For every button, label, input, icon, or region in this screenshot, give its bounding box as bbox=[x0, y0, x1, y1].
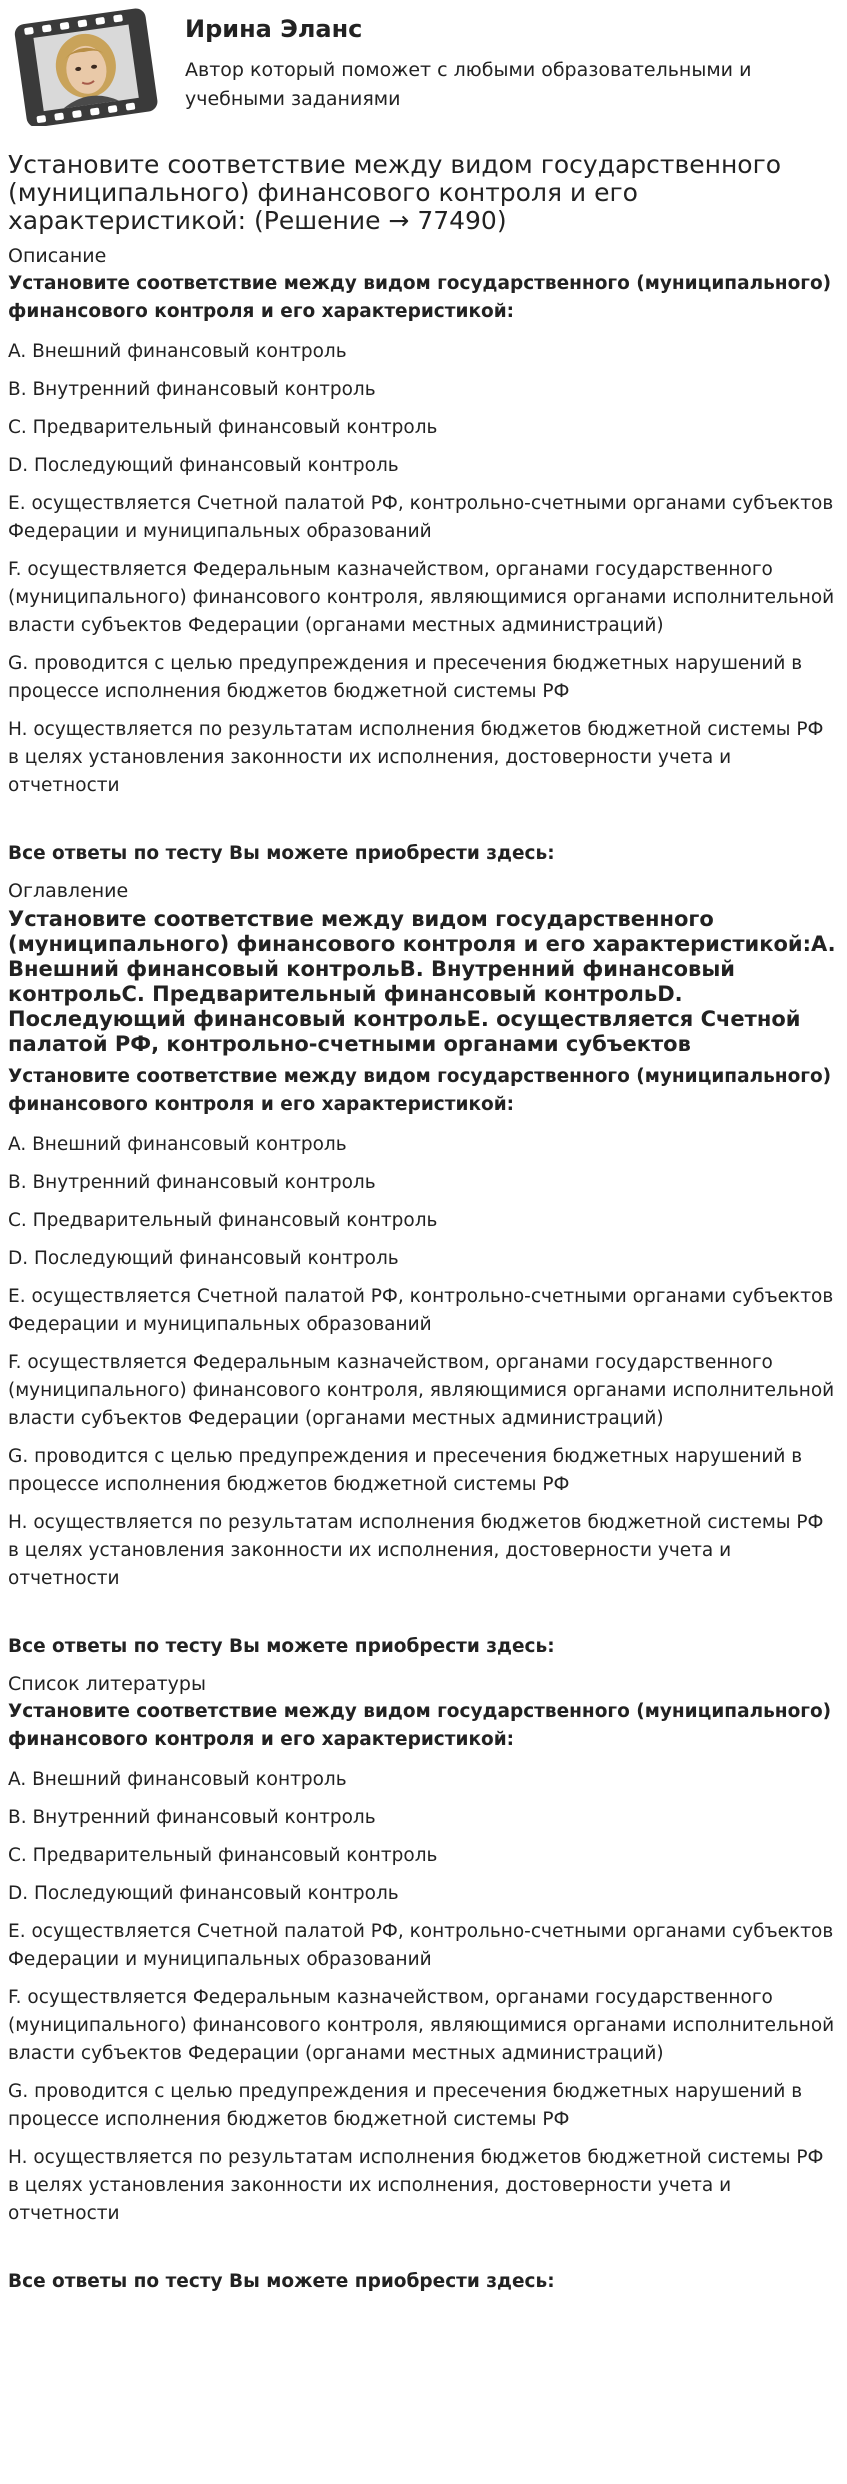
section-references bbox=[8, 1671, 839, 2296]
list-item: F. осуществляется Федеральным казначейством, органами государственного (муниципального) финансового контроля, являющимися органами исполнительной власти субъектов Федерации (органами местных администраций) bbox=[8, 1352, 835, 1429]
list-item: A. Внешний финансовый контроль bbox=[8, 341, 347, 362]
section-contents bbox=[8, 878, 839, 1661]
section-label: Описание bbox=[8, 245, 107, 267]
author-info bbox=[185, 8, 785, 114]
list-item: H. осуществляется по результатам исполнения бюджетов бюджетной системы РФ в целях установления законности их исполнения, достоверности учета и отчетности bbox=[8, 2147, 824, 2224]
page-title: Установите соответствие между видом государственного (муниципального) финансового контроля и его характеристикой: (Решение → 77490) bbox=[8, 150, 782, 235]
question-text: Установите соответствие между видом государственного (муниципального) финансового контроля и его характеристикой: bbox=[8, 1066, 832, 1115]
list-item: B. Внутренний финансовый контроль bbox=[8, 379, 376, 400]
section-label: Оглавление bbox=[8, 880, 129, 902]
list-item: H. осуществляется по результатам исполнения бюджетов бюджетной системы РФ в целях установления законности их исполнения, достоверности учета и отчетности bbox=[8, 1512, 824, 1589]
list-item: G. проводится с целью предупреждения и пресечения бюджетных нарушений в процессе исполнения бюджетов бюджетной системы РФ bbox=[8, 1446, 803, 1495]
list-item: C. Предварительный финансовый контроль bbox=[8, 417, 438, 438]
question-text: Установите соответствие между видом государственного (муниципального) финансового контроля и его характеристикой: bbox=[8, 1701, 832, 1750]
author-description: Автор который поможет с любыми образовательными и учебными заданиями bbox=[185, 59, 752, 110]
list-item: G. проводится с целью предупреждения и пресечения бюджетных нарушений в процессе исполнения бюджетов бюджетной системы РФ bbox=[8, 653, 803, 702]
list-item: E. осуществляется Счетной палатой РФ, контрольно-счетными органами субъектов Федерации и муниципальных образований bbox=[8, 1921, 834, 1970]
list-item: B. Внутренний финансовый контроль bbox=[8, 1807, 376, 1828]
list-item: C. Предварительный финансовый контроль bbox=[8, 1210, 438, 1231]
list-item: H. осуществляется по результатам исполнения бюджетов бюджетной системы РФ в целях установления законности их исполнения, достоверности учета и отчетности bbox=[8, 719, 824, 796]
list-item: C. Предварительный финансовый контроль bbox=[8, 1845, 438, 1866]
list-item: B. Внутренний финансовый контроль bbox=[8, 1172, 376, 1193]
question-text: Установите соответствие между видом государственного (муниципального) финансового контроля и его характеристикой: bbox=[8, 273, 832, 322]
list-item: F. осуществляется Федеральным казначейством, органами государственного (муниципального) финансового контроля, являющимися органами исполнительной власти субъектов Федерации (органами местных администраций) bbox=[8, 1987, 835, 2064]
film-strip-avatar-image bbox=[8, 8, 163, 126]
section-description bbox=[8, 243, 839, 868]
list-item: D. Последующий финансовый контроль bbox=[8, 455, 399, 476]
author-name[interactable]: Ирина Эланс bbox=[185, 15, 363, 43]
list-item: E. осуществляется Счетной палатой РФ, контрольно-счетными органами субъектов Федерации и муниципальных образований bbox=[8, 1286, 834, 1335]
contents-heading: Установите соответствие между видом государственного (муниципального) финансового контроля и его характеристикой:A. Внешний финансовый контрольB. Внутренний финансовый контрольC. Предварительный финансовый контрольD. Последующий финансовый контрольE. осуществляется Счетной палатой РФ, контрольно-счетными органами субъектов bbox=[8, 907, 836, 1056]
buy-answers-text: Все ответы по тесту Вы можете приобрести здесь: bbox=[8, 843, 555, 864]
section-label: Список литературы bbox=[8, 1673, 206, 1695]
list-item: A. Внешний финансовый контроль bbox=[8, 1134, 347, 1155]
list-item: F. осуществляется Федеральным казначейством, органами государственного (муниципального) финансового контроля, являющимися органами исполнительной власти субъектов Федерации (органами местных администраций) bbox=[8, 559, 835, 636]
buy-answers-text: Все ответы по тесту Вы можете приобрести здесь: bbox=[8, 1636, 555, 1657]
avatar bbox=[8, 8, 163, 126]
list-item: A. Внешний финансовый контроль bbox=[8, 1769, 347, 1790]
list-item: D. Последующий финансовый контроль bbox=[8, 1248, 399, 1269]
buy-answers-text: Все ответы по тесту Вы можете приобрести здесь: bbox=[8, 2271, 555, 2292]
list-item: G. проводится с целью предупреждения и пресечения бюджетных нарушений в процессе исполнения бюджетов бюджетной системы РФ bbox=[8, 2081, 803, 2130]
list-item: D. Последующий финансовый контроль bbox=[8, 1883, 399, 1904]
author-card bbox=[8, 0, 839, 134]
list-item: E. осуществляется Счетной палатой РФ, контрольно-счетными органами субъектов Федерации и муниципальных образований bbox=[8, 493, 834, 542]
